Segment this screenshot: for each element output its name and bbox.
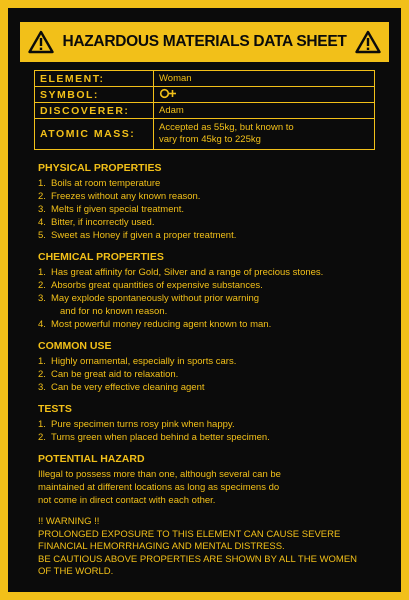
item-text: Most powerful money reducing agent known to man. — [51, 319, 272, 330]
chemical-properties-list — [38, 266, 383, 331]
tests-section — [38, 403, 383, 444]
warning-line: FINANCIAL HEMORRHAGING AND MENTAL DISTRESS. — [38, 541, 285, 552]
list-item — [38, 292, 383, 305]
item-number: 2. — [38, 369, 46, 380]
list-item — [38, 381, 383, 394]
discoverer-value: Adam — [154, 103, 375, 119]
item-number: 1. — [38, 419, 46, 430]
item-text: Sweet as Honey if given a proper treatment. — [51, 230, 237, 241]
item-text: Can be very effective cleaning agent — [51, 382, 205, 393]
potential-hazard-section — [38, 453, 383, 507]
atomic-mass-line: Accepted as 55kg, but known to — [159, 122, 294, 133]
item-text: Melts if given special treatment. — [51, 204, 185, 215]
list-item — [38, 229, 383, 242]
section-title: PHYSICAL PROPERTIES — [38, 162, 162, 174]
list-item — [38, 368, 383, 381]
item-number: 4. — [38, 217, 46, 228]
section-title: CHEMICAL PROPERTIES — [38, 251, 164, 263]
warning-line: OF THE WORLD. — [38, 566, 114, 577]
item-number: 2. — [38, 191, 46, 202]
data-sheet — [8, 8, 401, 592]
item-text: Pure specimen turns rosy pink when happy. — [51, 419, 235, 430]
item-text: Freezes without any known reason. — [51, 191, 201, 202]
warning-section — [38, 516, 383, 579]
item-text: Boils at room temperature — [51, 178, 161, 189]
discoverer-label: DISCOVERER: — [35, 103, 154, 119]
warning-triangle-icon — [355, 30, 381, 54]
section-title: POTENTIAL HAZARD — [38, 453, 145, 465]
item-text: Can be great aid to relaxation. — [51, 369, 179, 380]
item-text: and for no known reason. — [60, 306, 168, 317]
table-row — [35, 71, 375, 87]
common-use-list — [38, 355, 383, 394]
list-item — [38, 418, 383, 431]
warning-line: PROLONGED EXPOSURE TO THIS ELEMENT CAN CAUSE SEVERE — [38, 528, 341, 540]
item-number: 4. — [38, 319, 46, 330]
sheet-content — [38, 162, 383, 579]
chemical-properties-section — [38, 251, 383, 331]
section-title: TESTS — [38, 403, 72, 415]
element-value: Woman — [154, 71, 375, 87]
list-item-continuation — [38, 305, 383, 318]
item-number: 3. — [38, 293, 46, 304]
list-item — [38, 431, 383, 444]
warning-triangle-icon — [28, 30, 54, 54]
table-row — [35, 103, 375, 119]
list-item — [38, 203, 383, 216]
item-number: 1. — [38, 178, 46, 189]
list-item — [38, 216, 383, 229]
item-text: Turns green when placed behind a better specimen. — [51, 432, 270, 443]
element-table — [34, 70, 375, 150]
item-number: 1. — [38, 267, 46, 278]
physical-properties-list — [38, 177, 383, 242]
hazard-line: maintained at different locations as long as specimens do — [38, 482, 280, 493]
atomic-mass-label: ATOMIC MASS: — [35, 119, 154, 150]
item-number: 2. — [38, 432, 46, 443]
item-text: Absorbs great quantities of expensive substances. — [51, 280, 263, 291]
list-item — [38, 279, 383, 292]
table-row — [35, 87, 375, 103]
element-label: ELEMENT: — [35, 71, 154, 87]
atomic-mass-line: vary from 45kg to 225kg — [159, 134, 261, 145]
sheet-title: HAZARDOUS MATERIALS DATA SHEET — [62, 33, 347, 50]
table-row — [35, 119, 375, 150]
warning-heading: !! WARNING !! — [38, 516, 100, 527]
symbol-value — [154, 87, 375, 103]
item-number: 5. — [38, 230, 46, 241]
item-number: 1. — [38, 356, 46, 367]
common-use-section — [38, 340, 383, 394]
list-item — [38, 318, 383, 331]
item-number: 3. — [38, 382, 46, 393]
hazard-line: not come in direct contact with each other. — [38, 495, 216, 506]
atomic-mass-value — [154, 119, 375, 150]
hazard-line: Illegal to possess more than one, although several can be — [38, 469, 281, 480]
warning-line: BE CAUTIOUS ABOVE PROPERTIES ARE SHOWN BY ALL THE WOMEN — [38, 553, 358, 565]
item-text: Has great affinity for Gold, Silver and a range of precious stones. — [51, 267, 324, 278]
sheet-header — [20, 22, 389, 62]
section-title: COMMON USE — [38, 340, 112, 352]
list-item — [38, 190, 383, 203]
tests-list — [38, 418, 383, 444]
item-number: 3. — [38, 204, 46, 215]
item-text: Bitter, if incorrectly used. — [51, 217, 155, 228]
list-item — [38, 355, 383, 368]
physical-properties-section — [38, 162, 383, 242]
venus-symbol-icon — [159, 88, 179, 99]
list-item — [38, 266, 383, 279]
symbol-label: SYMBOL: — [35, 87, 154, 103]
item-text: Highly ornamental, especially in sports cars. — [51, 356, 237, 367]
item-text: May explode spontaneously without prior warning — [51, 293, 260, 304]
item-number: 2. — [38, 280, 46, 291]
list-item — [38, 177, 383, 190]
